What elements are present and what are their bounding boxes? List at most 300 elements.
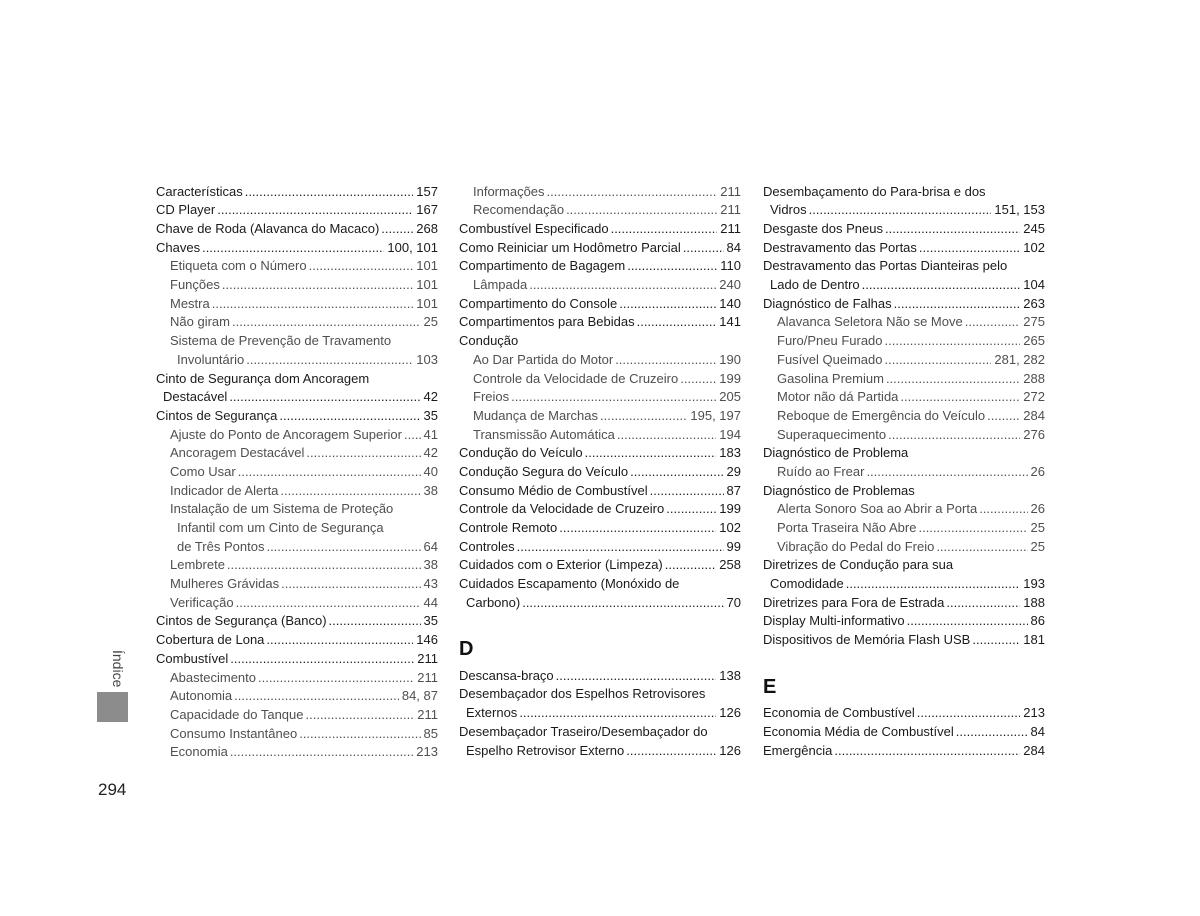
index-entry [156, 407, 438, 426]
entry-line [459, 685, 741, 704]
entry-label: Lembrete [170, 557, 225, 573]
index-subentry [763, 519, 1045, 538]
entry-line [763, 370, 1045, 389]
entry-label: Condução [459, 333, 519, 349]
entry-page-ref: 211 [720, 183, 741, 199]
entry-page-ref: 99 [726, 538, 741, 554]
entry-label: Lado de Dentro [770, 277, 860, 293]
dot-leader [266, 631, 413, 650]
entry-label: Economia [170, 744, 228, 760]
dot-leader [202, 239, 384, 258]
entry-line [156, 631, 438, 650]
dot-leader [936, 538, 1027, 557]
entry-label: Chaves [156, 239, 201, 255]
entry-label: Destravamento das Portas [763, 239, 917, 255]
index-subentry [763, 500, 1045, 519]
entry-label: Mestra [170, 295, 210, 311]
index-subentry [459, 351, 741, 370]
dot-leader [885, 351, 992, 370]
entry-line [459, 220, 741, 239]
entry-line [156, 257, 438, 276]
entry-label: Como Reiniciar um Hodômetro Parcial [459, 239, 681, 255]
dot-leader [885, 220, 1020, 239]
dot-leader [281, 575, 420, 594]
entry-label: Furo/Pneu Furado [777, 333, 883, 349]
entry-line [156, 594, 438, 613]
entry-page-ref: 104 [1023, 277, 1045, 293]
index-subentry [156, 725, 438, 744]
entry-page-ref: 167 [416, 202, 438, 218]
index-entry [763, 612, 1045, 631]
entry-page-ref: 263 [1023, 295, 1045, 311]
entry-label: Dispositivos de Memória Flash USB [763, 632, 971, 648]
entry-page-ref: 35 [423, 613, 438, 629]
entry-line [459, 295, 741, 314]
entry-label: Diagnóstico de Falhas [763, 295, 892, 311]
index-subentry [156, 669, 438, 688]
dot-leader [894, 295, 1021, 314]
entry-line [763, 575, 1045, 594]
dot-leader [630, 463, 723, 482]
entry-line [763, 313, 1045, 332]
entry-label: Não giram [170, 314, 230, 330]
entry-label: Desembaçamento do Para-brisa e dos [763, 183, 986, 199]
entry-line [763, 594, 1045, 613]
entry-label: de Três Pontos [177, 538, 265, 554]
entry-label: Chave de Roda (Alavanca do Macaco) [156, 221, 380, 237]
entry-page-ref: 103 [416, 351, 438, 367]
entry-label: Cuidados com o Exterior (Limpeza) [459, 557, 663, 573]
index-entry [459, 500, 741, 519]
entry-line [763, 183, 1045, 202]
entry-page-ref: 43 [423, 576, 438, 592]
entry-label: Condução Segura do Veículo [459, 463, 629, 479]
entry-page-ref: 38 [423, 482, 438, 498]
entry-page-ref: 157 [416, 183, 438, 199]
entry-line [156, 201, 438, 220]
entry-line [459, 463, 741, 482]
entry-line [459, 351, 741, 370]
entry-label: Informações [473, 183, 545, 199]
entry-line [459, 575, 741, 594]
entry-page-ref: 265 [1023, 333, 1045, 349]
index-entry [459, 667, 741, 686]
entry-line [156, 351, 438, 370]
dot-leader [611, 220, 718, 239]
entry-label: Combustível [156, 650, 229, 666]
entry-label: Cobertura de Lona [156, 632, 265, 648]
entry-page-ref: 29 [726, 463, 741, 479]
entry-line [459, 407, 741, 426]
entry-line [459, 370, 741, 389]
entry-line [459, 183, 741, 202]
entry-page-ref: 194 [719, 426, 741, 442]
dot-leader [972, 631, 1020, 650]
entry-label: Capacidade do Tanque [170, 706, 304, 722]
entry-label: Vibração do Pedal do Freio [777, 538, 935, 554]
entry-line [763, 500, 1045, 519]
entry-label: Desembaçador dos Espelhos Retrovisores [459, 686, 706, 702]
entry-page-ref: 211 [417, 650, 438, 666]
entry-line [156, 500, 438, 519]
dot-leader [556, 667, 717, 686]
dot-leader [965, 313, 1021, 332]
entry-label: Vidros [770, 202, 807, 218]
index-subentry [763, 332, 1045, 351]
entry-line [763, 742, 1045, 761]
entry-line [763, 332, 1045, 351]
entry-page-ref: 84 [726, 239, 741, 255]
entry-label: Como Usar [170, 463, 236, 479]
entry-page-ref: 276 [1023, 426, 1045, 442]
entry-page-ref: 84 [1030, 723, 1045, 739]
entry-line [156, 650, 438, 669]
index-entry [763, 239, 1045, 258]
index-entry [763, 631, 1045, 650]
dot-leader [917, 704, 1021, 723]
entry-label: Verificação [170, 594, 234, 610]
entry-label: Porta Traseira Não Abre [777, 520, 917, 536]
entry-page-ref: 26 [1030, 463, 1045, 479]
entry-label: Espelho Retrovisor Externo [466, 742, 625, 758]
entry-page-ref: 40 [423, 463, 438, 479]
section-letter-heading: D [459, 638, 474, 661]
dot-leader [885, 332, 1021, 351]
dot-leader [229, 388, 420, 407]
dot-leader [956, 723, 1028, 742]
entry-page-ref: 268 [416, 221, 438, 237]
entry-label: Lâmpada [473, 277, 528, 293]
entry-page-ref: 272 [1023, 389, 1045, 405]
dot-leader [547, 183, 718, 202]
entry-page-ref: 86 [1030, 613, 1045, 629]
entry-page-ref: 288 [1023, 370, 1045, 386]
entry-label: Cuidados Escapamento (Monóxido de [459, 576, 680, 592]
entry-page-ref: 126 [719, 705, 741, 721]
index-entry [156, 370, 438, 407]
index-entry [156, 201, 438, 220]
entry-page-ref: 41 [423, 426, 438, 442]
entry-page-ref: 151, 153 [994, 202, 1045, 218]
index-subentry [459, 370, 741, 389]
section-tab-marker [97, 692, 128, 722]
entry-label: Comodidade [770, 576, 844, 592]
entry-label: Controle da Velocidade de Cruzeiro [459, 501, 665, 517]
entry-label: Condução do Veículo [459, 445, 583, 461]
entry-line [156, 295, 438, 314]
entry-line [763, 388, 1045, 407]
index-entry [763, 723, 1045, 742]
index-subentry [459, 407, 741, 426]
dot-leader [381, 220, 413, 239]
entry-line [156, 706, 438, 725]
index-entry [459, 482, 741, 501]
entry-label: Indicador de Alerta [170, 482, 279, 498]
dot-leader [246, 351, 413, 370]
entry-line [459, 313, 741, 332]
dot-leader [627, 257, 717, 276]
entry-label: Descansa-braço [459, 667, 554, 683]
index-entry [459, 723, 741, 760]
dot-leader [900, 388, 1020, 407]
entry-page-ref: 213 [1023, 705, 1045, 721]
entry-line [459, 742, 741, 761]
entry-line [156, 407, 438, 426]
index-entry [763, 482, 1045, 501]
entry-label: Cinto de Segurança dom Ancoragem [156, 370, 370, 386]
dot-leader [230, 743, 413, 762]
entry-label: Desembaçador Traseiro/Desembaçador do [459, 723, 708, 739]
entry-page-ref: 258 [719, 557, 741, 573]
dot-leader [306, 706, 415, 725]
dot-leader [212, 295, 414, 314]
entry-page-ref: 205 [719, 389, 741, 405]
entry-label: Recomendação [473, 202, 565, 218]
dot-leader [238, 463, 421, 482]
entry-line [156, 313, 438, 332]
dot-leader [680, 370, 716, 389]
entry-page-ref: 38 [423, 557, 438, 573]
index-subentry [763, 370, 1045, 389]
entry-line [763, 276, 1045, 295]
index-subentry [156, 575, 438, 594]
entry-line [763, 631, 1045, 650]
entry-label: Sistema de Prevenção de Travamento [170, 333, 392, 349]
entry-line [763, 351, 1045, 370]
index-entry [763, 556, 1045, 593]
entry-label: Ancoragem Destacável [170, 445, 305, 461]
entry-page-ref: 70 [726, 594, 741, 610]
entry-label: Controle Remoto [459, 520, 558, 536]
entry-line [459, 538, 741, 557]
entry-label: Destacável [163, 389, 228, 405]
entry-label: Abastecimento [170, 669, 256, 685]
index-subentry [156, 556, 438, 575]
entry-line [156, 669, 438, 688]
entry-label: CD Player [156, 202, 216, 218]
entry-label: Ao Dar Partida do Motor [473, 351, 614, 367]
entry-line [156, 538, 438, 557]
index-column-1 [156, 183, 438, 762]
entry-page-ref: 146 [416, 632, 438, 648]
entry-page-ref: 284 [1023, 742, 1045, 758]
entry-page-ref: 102 [1023, 239, 1045, 255]
entry-page-ref: 199 [719, 501, 741, 517]
entry-label: Fusível Queimado [777, 351, 883, 367]
dot-leader [907, 612, 1028, 631]
index-entry [763, 444, 1045, 463]
dot-leader [834, 742, 1020, 761]
dot-leader [683, 239, 724, 258]
index-entry [459, 444, 741, 463]
dot-leader [266, 538, 420, 557]
entry-line [763, 257, 1045, 276]
dot-leader [919, 239, 1020, 258]
index-entry [156, 220, 438, 239]
entry-page-ref: 140 [719, 295, 741, 311]
entry-label: Combustível Especificado [459, 221, 609, 237]
index-entry [156, 631, 438, 650]
entry-page-ref: 110 [720, 258, 741, 274]
index-entry [156, 183, 438, 202]
index-subentry [459, 201, 741, 220]
entry-line [156, 463, 438, 482]
entry-label: Diretrizes de Condução para sua [763, 557, 954, 573]
index-subentry [156, 743, 438, 762]
entry-line [156, 183, 438, 202]
entry-page-ref: 25 [423, 314, 438, 330]
index-entry [459, 239, 741, 258]
dot-leader [299, 725, 420, 744]
dot-leader [258, 669, 414, 688]
index-entry [459, 313, 741, 332]
entry-label: Superaquecimento [777, 426, 887, 442]
index-subentry [156, 500, 438, 556]
index-column-2 [459, 183, 741, 761]
index-subentry [156, 444, 438, 463]
entry-label: Ruído ao Frear [777, 463, 865, 479]
entry-line [156, 612, 438, 631]
entry-line [763, 426, 1045, 445]
dot-leader [236, 594, 421, 613]
entry-line [763, 463, 1045, 482]
dot-leader [222, 276, 413, 295]
entry-line [459, 723, 741, 742]
index-subentry [156, 463, 438, 482]
dot-leader [227, 556, 421, 575]
entry-label: Externos [466, 705, 518, 721]
entry-label: Desgaste dos Pneus [763, 221, 883, 237]
index-entry [459, 257, 741, 276]
entry-page-ref: 211 [720, 202, 741, 218]
entry-label: Mulheres Grávidas [170, 576, 280, 592]
index-subentry [156, 482, 438, 501]
entry-page-ref: 102 [719, 520, 741, 536]
entry-label: Instalação de um Sistema de Proteção [170, 501, 394, 517]
entry-label: Carbono) [466, 594, 521, 610]
entry-line [156, 220, 438, 239]
section-letter-heading: E [763, 675, 777, 698]
index-entry [763, 594, 1045, 613]
entry-page-ref: 87 [726, 482, 741, 498]
dot-leader [566, 201, 717, 220]
entry-label: Cintos de Segurança (Banco) [156, 613, 327, 629]
entry-line [459, 519, 741, 538]
dot-leader [650, 482, 724, 501]
index-entry [459, 519, 741, 538]
index-subentry [459, 388, 741, 407]
index-entry [763, 183, 1045, 220]
entry-page-ref: 188 [1023, 594, 1045, 610]
entry-label: Cintos de Segurança [156, 407, 278, 423]
entry-line [459, 500, 741, 519]
index-subentry [459, 426, 741, 445]
entry-label: Mudança de Marchas [473, 407, 599, 423]
entry-line [459, 704, 741, 723]
entry-page-ref: 183 [719, 445, 741, 461]
dot-leader [230, 650, 414, 669]
entry-label: Reboque de Emergência do Veículo [777, 407, 986, 423]
entry-page-ref: 126 [719, 742, 741, 758]
dot-leader [809, 201, 992, 220]
entry-line [459, 239, 741, 258]
entry-line [459, 482, 741, 501]
index-subentry [156, 257, 438, 276]
entry-page-ref: 101 [416, 295, 438, 311]
index-entry [763, 742, 1045, 761]
entry-line [459, 388, 741, 407]
dot-leader [615, 351, 716, 370]
index-subentry [763, 351, 1045, 370]
entry-line [156, 575, 438, 594]
entry-page-ref: 35 [423, 407, 438, 423]
index-subentry [156, 276, 438, 295]
entry-label: Economia de Combustível [763, 705, 915, 721]
entry-line [763, 407, 1045, 426]
entry-label: Alerta Sonoro Soa ao Abrir a Porta [777, 501, 978, 517]
entry-label: Emergência [763, 742, 833, 758]
entry-line [763, 556, 1045, 575]
entry-page-ref: 26 [1030, 501, 1045, 517]
index-entry [763, 295, 1045, 314]
entry-line [459, 444, 741, 463]
entry-line [763, 704, 1045, 723]
entry-label: Compartimento do Console [459, 295, 618, 311]
entry-label: Diagnóstico de Problemas [763, 482, 915, 498]
dot-leader [280, 482, 420, 501]
entry-label: Características [156, 183, 243, 199]
entry-label: Controle da Velocidade de Cruzeiro [473, 370, 679, 386]
index-subentry [763, 388, 1045, 407]
index-entry [156, 612, 438, 631]
entry-line [763, 723, 1045, 742]
index-subentry [156, 332, 438, 369]
dot-leader [522, 594, 723, 613]
dot-leader [404, 426, 421, 445]
entry-label: Alavanca Seletora Não se Move [777, 314, 963, 330]
index-entry [459, 295, 741, 314]
index-subentry [156, 313, 438, 332]
entry-line [459, 332, 741, 351]
entry-page-ref: 25 [1030, 538, 1045, 554]
dot-leader [987, 407, 1020, 426]
dot-leader [234, 687, 399, 706]
entry-label: Diagnóstico de Problema [763, 445, 909, 461]
entry-label: Freios [473, 389, 510, 405]
entry-label: Funções [170, 277, 220, 293]
entry-line [763, 482, 1045, 501]
index-subentry [459, 276, 741, 295]
entry-line [156, 388, 438, 407]
entry-line [156, 426, 438, 445]
dot-leader [517, 538, 724, 557]
index-subentry [763, 463, 1045, 482]
entry-label: Compartimento de Bagagem [459, 258, 626, 274]
entry-line [763, 444, 1045, 463]
dot-leader [617, 426, 716, 445]
index-subentry [763, 426, 1045, 445]
entry-line [763, 519, 1045, 538]
dot-leader [585, 444, 717, 463]
index-subentry [156, 295, 438, 314]
entry-label: Diretrizes para Fora de Estrada [763, 594, 945, 610]
dot-leader [637, 313, 717, 332]
dot-leader [245, 183, 414, 202]
entry-label: Consumo Instantâneo [170, 725, 298, 741]
entry-line [156, 519, 438, 538]
dot-leader [888, 426, 1020, 445]
dot-leader [946, 594, 1020, 613]
